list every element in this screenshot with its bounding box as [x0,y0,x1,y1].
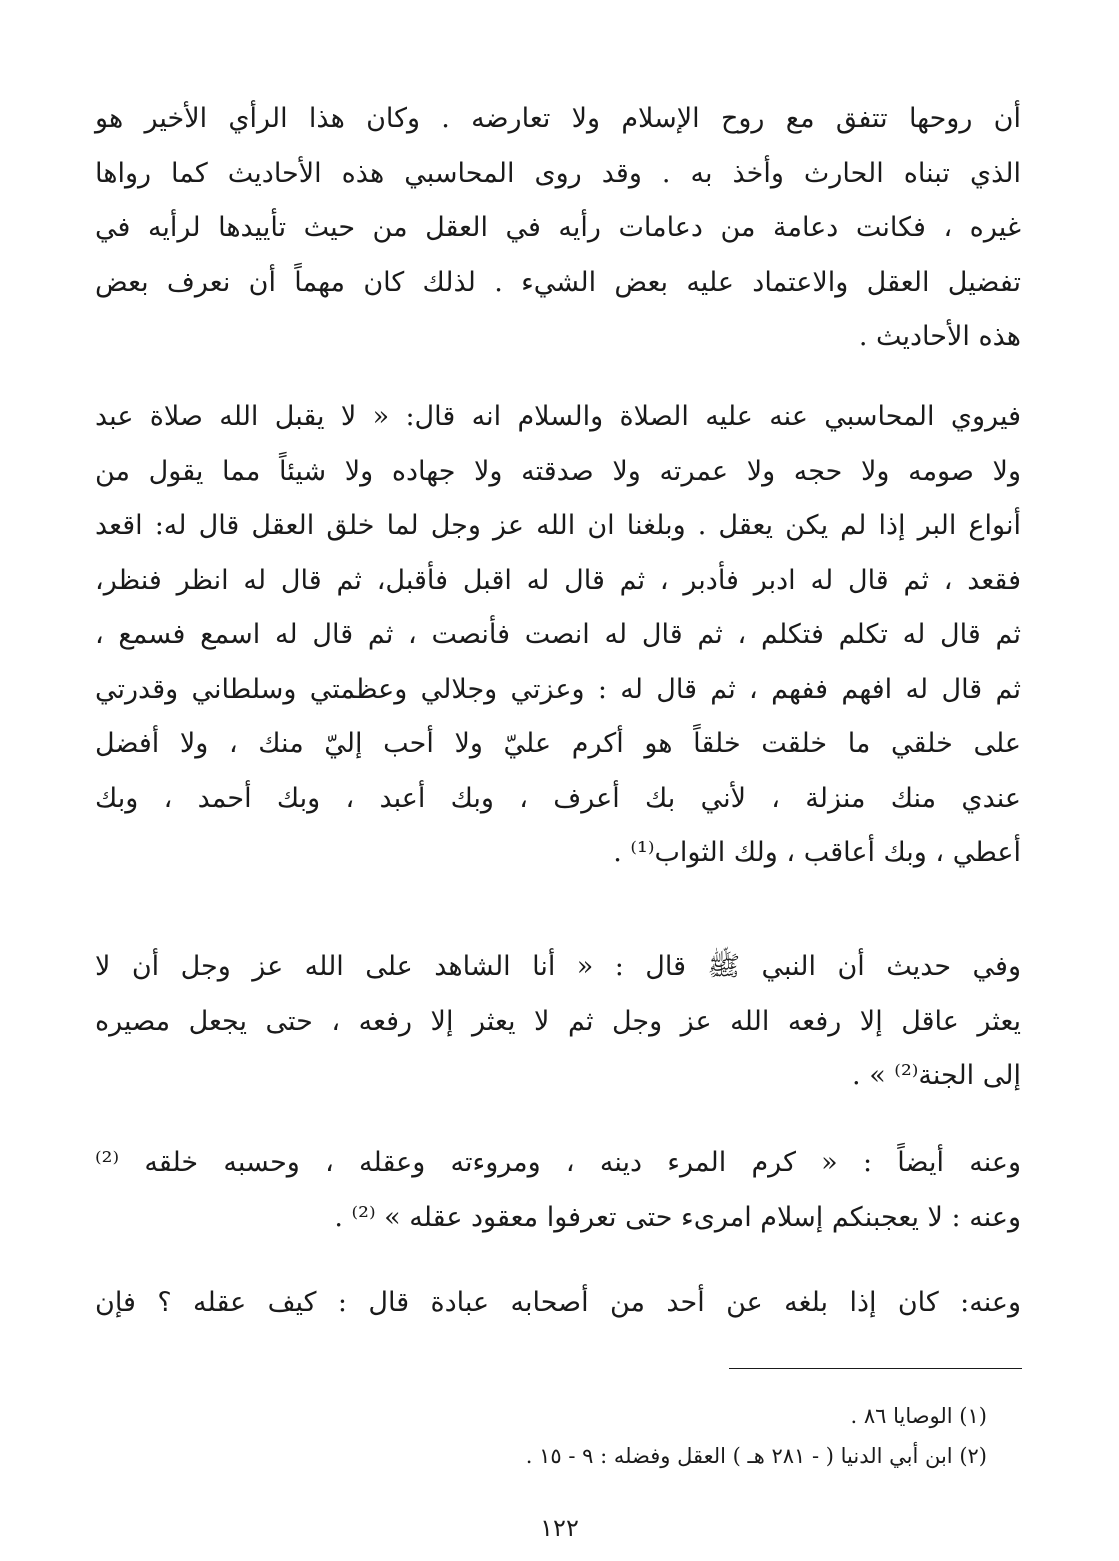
text-line: فقعد ، ثم قال له ادبر فأدبر ، ثم قال له اقبل فأقبل، ثم قال له انظر فنظر، [95,564,1021,596]
text-line: الذي تبناه الحارث وأخذ به . وقد روى المحاسبي هذه الأحاديث كما رواها [95,157,1021,189]
text-line: على خلقي ما خلقت خلقاً هو أكرم عليّ ولا أحب إليّ منك ، ولا أفضل [95,728,1021,759]
text-line: يعثر عاقل إلا رفعه الله عز وجل ثم لا يعثر إلا رفعه ، حتى يجعل مصيره [95,1005,1021,1037]
paragraph-2 [95,390,1021,881]
text-line: غيره ، فكانت دعامة من دعامات رأيه في العقل من حيث تأييدها لرأيه في [95,212,1021,243]
footnote-2: (٢) ابن أبي الدنيا ( - ٢٨١ هـ ) العقل وفضله : ٩ - ١٥ . [525,1444,987,1468]
text-line: أعطي ، وبك أعاقب ، ولك الثواب⁽¹⁾ . [613,837,1021,868]
text-line: وعنه أيضاً : « كرم المرء دينه ، ومروءته وعقله ، وحسبه خلقه ⁽²⁾ [95,1147,1021,1178]
text-line: ثم قال له افهم ففهم ، ثم قال له : وعزتي وجلالي وعظمتي وسلطاني وقدرتي [95,673,1021,705]
text-line: وعنه : لا يعجبنكم إسلام امرىء حتى تعرفوا معقود عقله » ⁽²⁾ . [334,1201,1021,1233]
paragraph-1-body [95,92,1021,365]
footnote-divider [729,1368,1022,1369]
paragraph-5-body [95,1276,1021,1331]
paragraph-4 [95,1136,1021,1245]
paragraph-1 [95,92,1021,365]
footnote-1: (١) الوصايا ٨٦ . [850,1404,987,1428]
text-line: فيروي المحاسبي عنه عليه الصلاة والسلام انه قال: « لا يقبل الله صلاة عبد [95,401,1021,432]
text-line: وعنه: كان إذا بلغه عن أحد من أصحابه عبادة قال : كيف عقله ؟ فإن [95,1287,1021,1318]
text-line: وفي حديث أن النبي ﷺ قال : « أنا الشاهد على الله عز وجل أن لا [95,951,1021,982]
text-line: أن روحها تتفق مع روح الإسلام ولا تعارضه . وكان هذا الرأي الأخير هو [95,103,1021,134]
paragraph-5 [95,1276,1021,1331]
text-line: تفضيل العقل والاعتماد عليه بعض الشيء . لذلك كان مهماً أن نعرف بعض [95,266,1021,298]
footnotes [526,1396,987,1476]
paragraph-4-body [95,1136,1021,1245]
text-line: ولا صومه ولا حجه ولا عمرته ولا صدقته ولا جهاده ولا شيئاً مما يقول من [95,455,1021,487]
page-number: ١٢٢ [540,1514,579,1542]
paragraph-3-body [95,940,1021,1104]
paragraph-3 [95,940,1021,1104]
paragraph-2-body [95,390,1021,881]
text-line: ثم قال له تكلم فتكلم ، ثم قال له انصت فأنصت ، ثم قال له اسمع فسمع ، [95,619,1021,650]
text-line: إلى الجنة⁽²⁾ » . [852,1060,1021,1091]
text-line: أنواع البر إذا لم يكن يعقل . وبلغنا ان الله عز وجل لما خلق العقل قال له: اقعد [95,510,1021,541]
text-line: هذه الأحاديث . [858,321,1021,352]
text-line: عندي منك منزلة ، لأني بك أعرف ، وبك أعبد ، وبك أحمد ، وبك [95,782,1021,814]
